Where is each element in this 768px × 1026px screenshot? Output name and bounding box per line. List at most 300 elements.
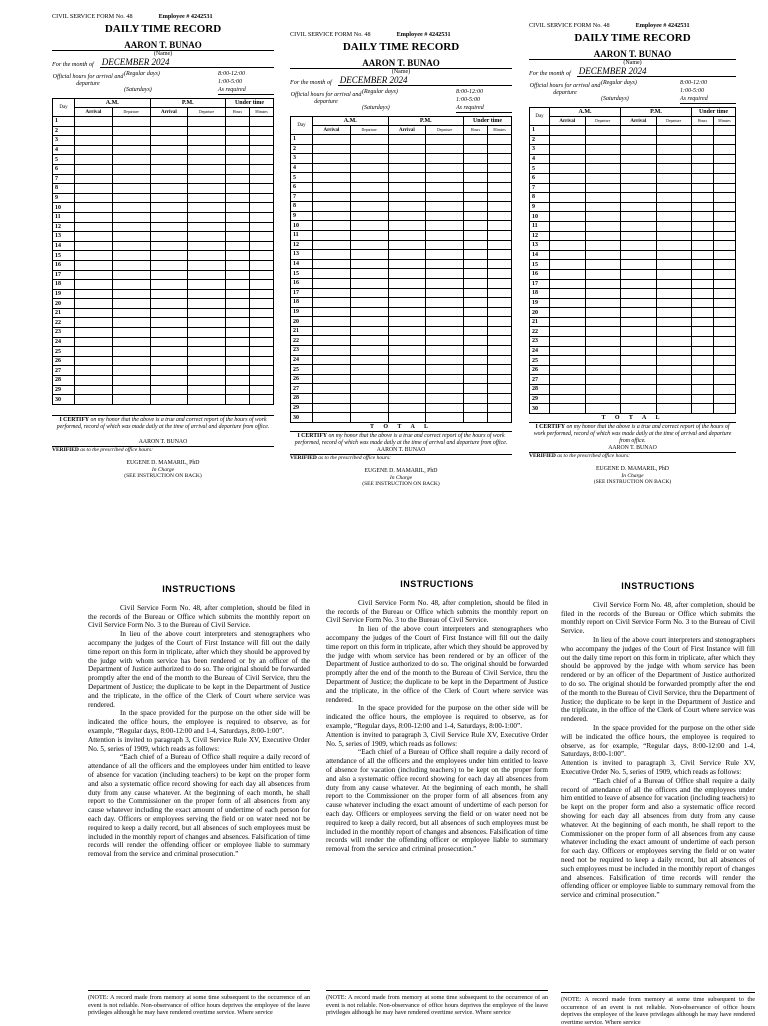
time-cell (585, 365, 621, 375)
time-cell (550, 126, 586, 136)
time-cell (226, 193, 250, 203)
day-number: 2 (530, 135, 550, 145)
day-number: 14 (291, 259, 313, 269)
month-row (290, 75, 512, 86)
time-cell (692, 385, 714, 395)
table-row (53, 376, 274, 386)
time-cell (550, 317, 586, 327)
time-cell (188, 356, 226, 366)
time-cell (692, 298, 714, 308)
time-cell (188, 395, 226, 405)
time-cell (585, 241, 621, 251)
time-cell (550, 250, 586, 260)
time-cell (621, 289, 657, 299)
time-cell (550, 404, 586, 414)
time-cell (488, 202, 512, 212)
day-number: 8 (291, 202, 313, 212)
time-cell (150, 289, 188, 299)
day-number: 23 (291, 346, 313, 356)
instructions-paragraph-3: In the space provided for the purpose on the other side will be indicated the office hours, the employee is required to observe, as for example, “Regular days, 8:00-12:00 and 1-4, Saturdays, 8:00-1:00”. (561, 723, 755, 759)
time-cell (313, 230, 351, 240)
employee-name: AARON T. BUNAO (124, 40, 202, 50)
time-cell (226, 145, 250, 155)
time-cell (621, 164, 657, 174)
time-cell (75, 203, 113, 213)
time-cell (585, 154, 621, 164)
table-row (53, 395, 274, 405)
time-cell (692, 241, 714, 251)
regular-hours-am: 8:00-12:00 (680, 80, 707, 86)
time-cell (550, 269, 586, 279)
time-cell (621, 385, 657, 395)
time-cell (426, 336, 464, 346)
dtr-form-copy-3 (529, 22, 736, 485)
time-cell (464, 365, 488, 375)
time-cell (75, 356, 113, 366)
time-cell (656, 356, 692, 366)
time-cell (350, 221, 388, 231)
time-cell (464, 269, 488, 279)
time-cell (75, 318, 113, 328)
day-number: 12 (530, 231, 550, 241)
time-cell (188, 366, 226, 376)
regular-hours-pm: 1:00-5:00 (456, 97, 480, 103)
time-cell (656, 202, 692, 212)
regular-hours-am: 8:00-12:00 (456, 89, 483, 95)
time-cell (150, 232, 188, 242)
time-cell (350, 403, 388, 413)
time-cell (464, 154, 488, 164)
time-cell (464, 278, 488, 288)
day-number: 11 (530, 221, 550, 231)
day-number: 19 (53, 289, 75, 299)
time-cell (250, 203, 274, 213)
time-cell (621, 145, 657, 155)
time-cell (464, 240, 488, 250)
day-number: 4 (530, 154, 550, 164)
time-cell (714, 365, 736, 375)
instructions-note-2: (NOTE: A record made from memory at some time subsequent to the occurrence of an event is not reliable. Non-observance of office hours deprives the employee of the leave privileges although he may have rendered overtime service. Where service (326, 990, 548, 1017)
table-row (53, 280, 274, 290)
time-cell (150, 299, 188, 309)
time-cell (112, 145, 150, 155)
table-row (53, 270, 274, 280)
time-cell (350, 346, 388, 356)
am-header: A.M. (313, 117, 389, 126)
see-instruction: (SEE INSTRUCTION ON BACK) (362, 480, 440, 487)
table-row (530, 193, 736, 203)
time-cell (550, 289, 586, 299)
time-cell (150, 212, 188, 222)
table-row (291, 135, 512, 145)
time-cell (188, 376, 226, 386)
time-cell (313, 346, 351, 356)
time-cell (585, 135, 621, 145)
time-cell (350, 154, 388, 164)
time-cell (226, 270, 250, 280)
time-cell (350, 278, 388, 288)
table-row (530, 269, 736, 279)
time-cell (656, 250, 692, 260)
instructions-paragraph-1: Civil Service Form No. 48, after completion, should be filed in the records of the Bureau or Office which submits the monthly report on Civil Service Form No. 3 to the Bureau of Civil Service. (88, 603, 310, 630)
pm-departure-header: Departure (656, 117, 692, 126)
instructions-note-3: (NOTE: A record made from memory at some time subsequent to the occurrence of an event is not reliable. Non-observance of office hours deprives the employee of the leave privileges although he may have rendered overtime service. Where service (561, 992, 755, 1026)
time-cell (692, 404, 714, 414)
time-cell (226, 184, 250, 194)
time-cell (188, 136, 226, 146)
table-row (291, 374, 512, 384)
day-number: 29 (530, 394, 550, 404)
certify-bold: I CERTIFY (535, 423, 566, 430)
table-row (53, 212, 274, 222)
regular-hours-am: 8:00-12:00 (218, 71, 245, 77)
time-cell (313, 163, 351, 173)
time-cell (464, 288, 488, 298)
time-cell (250, 280, 274, 290)
time-cell (226, 117, 250, 127)
table-row (291, 211, 512, 221)
time-cell (313, 192, 351, 202)
time-cell (150, 356, 188, 366)
table-row (53, 126, 274, 136)
table-row (530, 202, 736, 212)
time-cell (692, 327, 714, 337)
table-row (530, 308, 736, 318)
table-row (530, 212, 736, 222)
instructions-paragraph-1: Civil Service Form No. 48, after completion, should be filed in the records of the Bureau or Office which submits the monthly report on Civil Service Form No. 3 to the Bureau of Civil Service. (561, 600, 755, 636)
time-cell (426, 221, 464, 231)
pm-departure-header: Departure (188, 108, 226, 117)
day-number: 1 (530, 126, 550, 136)
time-cell (464, 202, 488, 212)
in-charge-name: EUGENE D. MAMARIL, PhD (364, 467, 438, 474)
time-cell (75, 126, 113, 136)
time-cell (692, 356, 714, 366)
time-record-table (529, 107, 736, 414)
time-cell (388, 163, 426, 173)
time-cell (550, 346, 586, 356)
time-cell (112, 318, 150, 328)
table-row (291, 163, 512, 173)
day-number: 11 (291, 230, 313, 240)
time-cell (585, 126, 621, 136)
table-row (530, 289, 736, 299)
time-cell (75, 155, 113, 165)
day-number: 19 (530, 298, 550, 308)
table-row (291, 154, 512, 164)
time-cell (656, 279, 692, 289)
table-row (530, 279, 736, 289)
form-header (290, 31, 512, 38)
table-row (53, 164, 274, 174)
time-cell (488, 355, 512, 365)
name-caption: (Name) (623, 60, 642, 66)
time-cell (550, 135, 586, 145)
form-title: DAILY TIME RECORD (104, 23, 222, 35)
time-cell (313, 326, 351, 336)
time-cell (150, 145, 188, 155)
day-number: 8 (53, 184, 75, 194)
day-number: 3 (53, 136, 75, 146)
time-cell (621, 126, 657, 136)
time-cell (313, 173, 351, 183)
time-cell (226, 212, 250, 222)
day-number: 3 (530, 145, 550, 155)
day-number: 10 (530, 212, 550, 222)
instructions-paragraph-3: In the space provided for the purpose on the other side will be indicated the office hours, the employee is required to observe, as for example, “Regular days, 8:00-12:00 and 1-4, Saturdays, 8:00-1:00”. (88, 709, 310, 735)
day-number: 25 (53, 347, 75, 357)
time-cell (656, 221, 692, 231)
time-cell (75, 184, 113, 194)
time-cell (150, 164, 188, 174)
day-number: 28 (291, 394, 313, 404)
saturdays-value: As required (218, 86, 274, 95)
table-row (291, 182, 512, 192)
verified-bold: VERIFIED (52, 446, 79, 453)
time-cell (226, 318, 250, 328)
time-cell (350, 135, 388, 145)
time-cell (550, 221, 586, 231)
time-cell (585, 145, 621, 155)
time-cell (488, 336, 512, 346)
time-cell (656, 231, 692, 241)
day-number: 22 (291, 336, 313, 346)
time-cell (226, 337, 250, 347)
time-cell (112, 347, 150, 357)
time-cell (656, 193, 692, 203)
day-number: 21 (291, 326, 313, 336)
time-cell (388, 355, 426, 365)
time-cell (112, 117, 150, 127)
time-cell (585, 327, 621, 337)
time-cell (150, 193, 188, 203)
time-cell (550, 308, 586, 318)
time-cell (488, 144, 512, 154)
time-cell (426, 182, 464, 192)
time-cell (656, 317, 692, 327)
time-cell (692, 193, 714, 203)
time-cell (250, 385, 274, 395)
time-cell (388, 135, 426, 145)
employee-number: Employee # 4242531 (635, 22, 690, 29)
time-cell (426, 278, 464, 288)
time-cell (150, 376, 188, 386)
time-cell (488, 413, 512, 423)
form-number: CIVIL SERVICE FORM No. 48 (52, 13, 133, 20)
time-cell (426, 144, 464, 154)
time-cell (426, 355, 464, 365)
month-row (529, 66, 736, 77)
day-number: 19 (291, 307, 313, 317)
time-cell (550, 154, 586, 164)
day-number: 18 (291, 298, 313, 308)
time-cell (714, 298, 736, 308)
time-cell (488, 192, 512, 202)
day-number: 23 (530, 337, 550, 347)
time-cell (150, 347, 188, 357)
table-row (53, 174, 274, 184)
time-cell (692, 126, 714, 136)
time-cell (464, 394, 488, 404)
time-cell (488, 163, 512, 173)
table-row (291, 336, 512, 346)
time-cell (426, 346, 464, 356)
time-cell (550, 375, 586, 385)
day-number: 9 (53, 193, 75, 203)
time-cell (350, 259, 388, 269)
time-cell (250, 318, 274, 328)
time-cell (75, 251, 113, 261)
certification (52, 417, 274, 431)
time-cell (75, 270, 113, 280)
name-caption: (Name) (391, 69, 411, 75)
time-cell (656, 173, 692, 183)
time-cell (488, 288, 512, 298)
time-cell (464, 173, 488, 183)
time-cell (188, 299, 226, 309)
official-hours (529, 79, 736, 104)
table-row (530, 164, 736, 174)
day-number: 2 (291, 144, 313, 154)
pm-arrival-header: Arrival (388, 126, 426, 135)
table-row (530, 394, 736, 404)
time-cell (656, 269, 692, 279)
time-cell (714, 269, 736, 279)
day-number: 29 (53, 385, 75, 395)
time-cell (75, 395, 113, 405)
time-cell (150, 260, 188, 270)
table-row (530, 135, 736, 145)
see-instruction: (SEE INSTRUCTION ON BACK) (593, 478, 672, 485)
table-row (291, 144, 512, 154)
time-cell (112, 203, 150, 213)
day-number: 15 (530, 260, 550, 270)
time-cell (714, 404, 736, 414)
time-cell (550, 279, 586, 289)
see-instruction: (SEE INSTRUCTION ON BACK) (124, 472, 202, 479)
time-cell (250, 136, 274, 146)
time-cell (426, 269, 464, 279)
time-cell (112, 164, 150, 174)
day-number: 4 (291, 163, 313, 173)
time-cell (388, 374, 426, 384)
time-cell (313, 278, 351, 288)
table-row (291, 288, 512, 298)
time-cell (75, 328, 113, 338)
table-row (53, 318, 274, 328)
time-cell (75, 376, 113, 386)
time-cell (621, 212, 657, 222)
day-number: 14 (53, 241, 75, 251)
time-cell (585, 356, 621, 366)
certify-text: on my honor that the above is a true and correct report of the hours of work performed, record of which was made daily at the time of arrival and departure from office. (533, 423, 732, 444)
table-row (53, 193, 274, 203)
time-cell (585, 375, 621, 385)
day-number: 22 (530, 327, 550, 337)
table-row (53, 203, 274, 213)
time-cell (250, 164, 274, 174)
day-number: 16 (53, 260, 75, 270)
time-cell (550, 394, 586, 404)
time-cell (692, 212, 714, 222)
day-number: 21 (530, 317, 550, 327)
time-cell (692, 145, 714, 155)
time-cell (692, 221, 714, 231)
time-cell (188, 193, 226, 203)
time-cell (313, 394, 351, 404)
time-cell (188, 328, 226, 338)
time-cell (188, 280, 226, 290)
table-row (53, 241, 274, 251)
time-cell (550, 327, 586, 337)
time-cell (621, 260, 657, 270)
instructions-copy-2 (326, 580, 548, 854)
time-cell (75, 385, 113, 395)
time-cell (714, 183, 736, 193)
time-cell (585, 298, 621, 308)
time-cell (350, 288, 388, 298)
table-row (530, 250, 736, 260)
time-cell (656, 164, 692, 174)
day-header: Day (53, 99, 75, 117)
pm-departure-header: Departure (426, 126, 464, 135)
day-number: 17 (53, 270, 75, 280)
table-row (530, 327, 736, 337)
time-cell (226, 356, 250, 366)
time-cell (75, 164, 113, 174)
time-cell (75, 337, 113, 347)
time-cell (226, 136, 250, 146)
day-number: 25 (291, 365, 313, 375)
time-cell (226, 289, 250, 299)
time-cell (388, 221, 426, 231)
day-number: 10 (53, 203, 75, 213)
time-cell (692, 135, 714, 145)
pm-header: P.M. (621, 108, 692, 117)
time-cell (313, 240, 351, 250)
table-row (530, 346, 736, 356)
table-row (291, 202, 512, 212)
time-cell (112, 155, 150, 165)
time-cell (388, 307, 426, 317)
time-cell (388, 211, 426, 221)
time-cell (313, 355, 351, 365)
time-cell (656, 385, 692, 395)
time-cell (226, 376, 250, 386)
time-cell (350, 173, 388, 183)
time-cell (714, 193, 736, 203)
time-cell (464, 355, 488, 365)
dtr-form-copy-1 (52, 13, 274, 479)
time-cell (550, 231, 586, 241)
day-number: 4 (53, 145, 75, 155)
day-number: 27 (530, 375, 550, 385)
day-number: 24 (291, 355, 313, 365)
time-cell (488, 384, 512, 394)
time-cell (488, 221, 512, 231)
time-cell (250, 337, 274, 347)
time-cell (621, 135, 657, 145)
verified-text: as to the prescribed office hours: (78, 446, 153, 453)
time-cell (426, 154, 464, 164)
time-cell (550, 145, 586, 155)
am-header: A.M. (75, 99, 151, 108)
table-row (291, 230, 512, 240)
time-cell (488, 326, 512, 336)
time-cell (75, 289, 113, 299)
day-number: 6 (291, 182, 313, 192)
form-number: CIVIL SERVICE FORM No. 48 (290, 31, 371, 38)
